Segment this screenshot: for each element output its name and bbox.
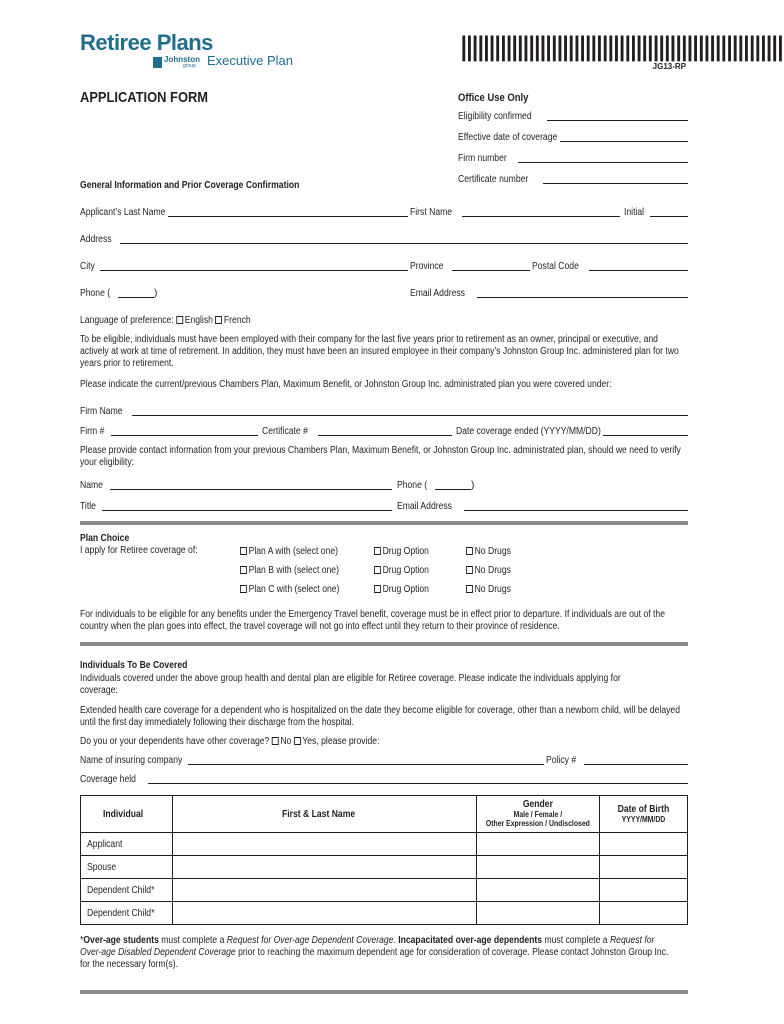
individuals-table [80,795,688,925]
last-name-field[interactable]: Applicant’s Last Name [80,207,408,219]
french-checkbox[interactable] [215,316,222,324]
col-name: First & Last Name [172,796,476,833]
table-row: Dependent Child* [81,902,688,925]
johnston-logo-sub: group [183,63,196,69]
email-field[interactable]: Email Address [410,288,688,300]
johnston-logo [153,56,203,70]
plan-choice-title: Plan Choice [80,533,130,544]
extended-text: Extended health care coverage for a dependent who is hospitalized on the date they become eligible for coverage, other than a newborn child, will be delayed until the first day immediately following their discharge from the hospital. [80,705,681,728]
barcode: |||||||||||||||||||||||||||||||||||||||||||||||||||||||||| [456,32,784,62]
other-coverage-yes-checkbox[interactable] [294,737,301,745]
child2-name-cell[interactable] [172,902,476,925]
child1-gender-cell[interactable] [477,879,600,902]
section-divider-2 [80,642,688,646]
province-field[interactable]: Province [410,261,530,273]
plan-b-checkbox[interactable] [240,566,247,574]
phone-field[interactable]: Phone ( ) [80,288,158,299]
plan-name: Executive Plan [207,53,293,68]
first-name-field[interactable]: First Name [410,207,620,219]
plan-a-checkbox[interactable] [240,547,247,555]
office-certificate-number-field[interactable]: Certificate number [458,174,688,186]
col-individual: Individual [81,796,173,833]
office-effective-date-field[interactable]: Effective date of coverage [458,132,688,144]
individuals-intro: Individuals covered under the above group health and dental plan are eligible for Retiree coverage. Please indicate the individuals applying for coverage: [80,673,621,696]
city-field[interactable]: City [80,261,408,273]
policy-number-field[interactable]: Policy # [546,755,688,767]
footnote: *Over-age students must complete a Request for Over-age Dependent Coverage. Incapacitated over-age dependents must complete a Request for Over-age Disabled Dependent Coverage prior to reaching the maximum dependent age for consideration of coverage. Please contact Johnston Group Inc. for the necessary form(s). [80,935,669,970]
brand-title: Retiree Plans [80,30,213,55]
table-row: Dependent Child* [81,879,688,902]
office-use-title: Office Use Only [458,92,529,104]
plan-c-checkbox[interactable] [240,585,247,593]
applicant-gender-cell[interactable] [477,833,600,856]
table-row: Spouse [81,856,688,879]
plan-a-no-drugs-checkbox[interactable] [466,547,473,555]
travel-text: For individuals to be eligible for any benefits under the Emergency Travel benefit, coverage must be in effect prior to departure. If individuals are out of the country when the plan goes into effect, the travel coverage will not go into effect until they return to their province of residence. [80,609,665,632]
other-coverage-no-checkbox[interactable] [272,737,279,745]
eligibility-text: To be eligible, individuals must have been employed with their company for the last five years prior to retirement as an owner, principal or executive, and actively at work at time of retirement. In addition, they must have been an insured employee in their company’s Johnston Group Inc. administered plan for two years prior to retirement. [80,334,679,369]
plan-b-drug-option-checkbox[interactable] [374,566,381,574]
certificate-number-field[interactable]: Certificate # [262,426,452,438]
firm-number-field[interactable]: Firm # [80,426,258,438]
spouse-dob-cell[interactable] [600,856,688,879]
plan-a-drug-option-checkbox[interactable] [374,547,381,555]
contact-text: Please provide contact information from your previous Chambers Plan, Maximum Benefit, or Johnston Group Inc. administrated plan, should we need to verify your eligibility: [80,445,681,468]
child2-dob-cell[interactable] [600,902,688,925]
insuring-company-field[interactable]: Name of insuring company [80,755,544,767]
other-coverage-question: Do you or your dependents have other coverage? No Yes, please provide: [80,736,380,747]
office-eligibility-field[interactable]: Eligibility confirmed [458,111,688,123]
child1-dob-cell[interactable] [600,879,688,902]
office-firm-number-field[interactable]: Firm number [458,153,688,165]
contact-name-field[interactable]: Name [80,480,392,492]
form-code: JG13-RP [652,62,686,71]
individuals-title: Individuals To Be Covered [80,660,188,671]
section-divider [80,521,688,525]
firm-name-field[interactable]: Firm Name [80,406,688,418]
spouse-gender-cell[interactable] [477,856,600,879]
contact-title-field[interactable]: Title [80,501,392,513]
bottom-divider [80,990,688,994]
english-checkbox[interactable] [176,316,183,324]
child1-name-cell[interactable] [172,879,476,902]
postal-code-field[interactable]: Postal Code [532,261,688,273]
col-gender: Gender Male / Female / Other Expression / Undisclosed [477,796,600,833]
form-title: APPLICATION FORM [80,89,209,106]
johnston-logo-mark-icon [153,57,162,68]
child2-gender-cell[interactable] [477,902,600,925]
address-field[interactable]: Address [80,234,688,246]
col-dob: Date of Birth YYYY/MM/DD [600,796,688,833]
contact-email-field[interactable]: Email Address [397,501,688,513]
johnston-logo-text: Johnston [164,55,200,64]
date-coverage-ended-field[interactable]: Date coverage ended (YYYY/MM/DD) [456,426,688,438]
plan-c-no-drugs-checkbox[interactable] [466,585,473,593]
initial-field[interactable]: Initial [624,207,688,219]
applicant-dob-cell[interactable] [600,833,688,856]
applicant-name-cell[interactable] [172,833,476,856]
language-preference: Language of preference: English French [80,315,251,326]
coverage-held-field[interactable]: Coverage held [80,774,688,786]
table-row: Applicant [81,833,688,856]
general-section-title: General Information and Prior Coverage Confirmation [80,180,300,191]
plan-c-drug-option-checkbox[interactable] [374,585,381,593]
plan-b-no-drugs-checkbox[interactable] [466,566,473,574]
spouse-name-cell[interactable] [172,856,476,879]
plan-choice-apply: I apply for Retiree coverage of: [80,545,198,556]
prior-plan-text: Please indicate the current/previous Chambers Plan, Maximum Benefit, or Johnston Group Inc. administrated plan you were covered under: [80,379,612,390]
contact-phone-field[interactable]: Phone ( ) [397,480,475,491]
